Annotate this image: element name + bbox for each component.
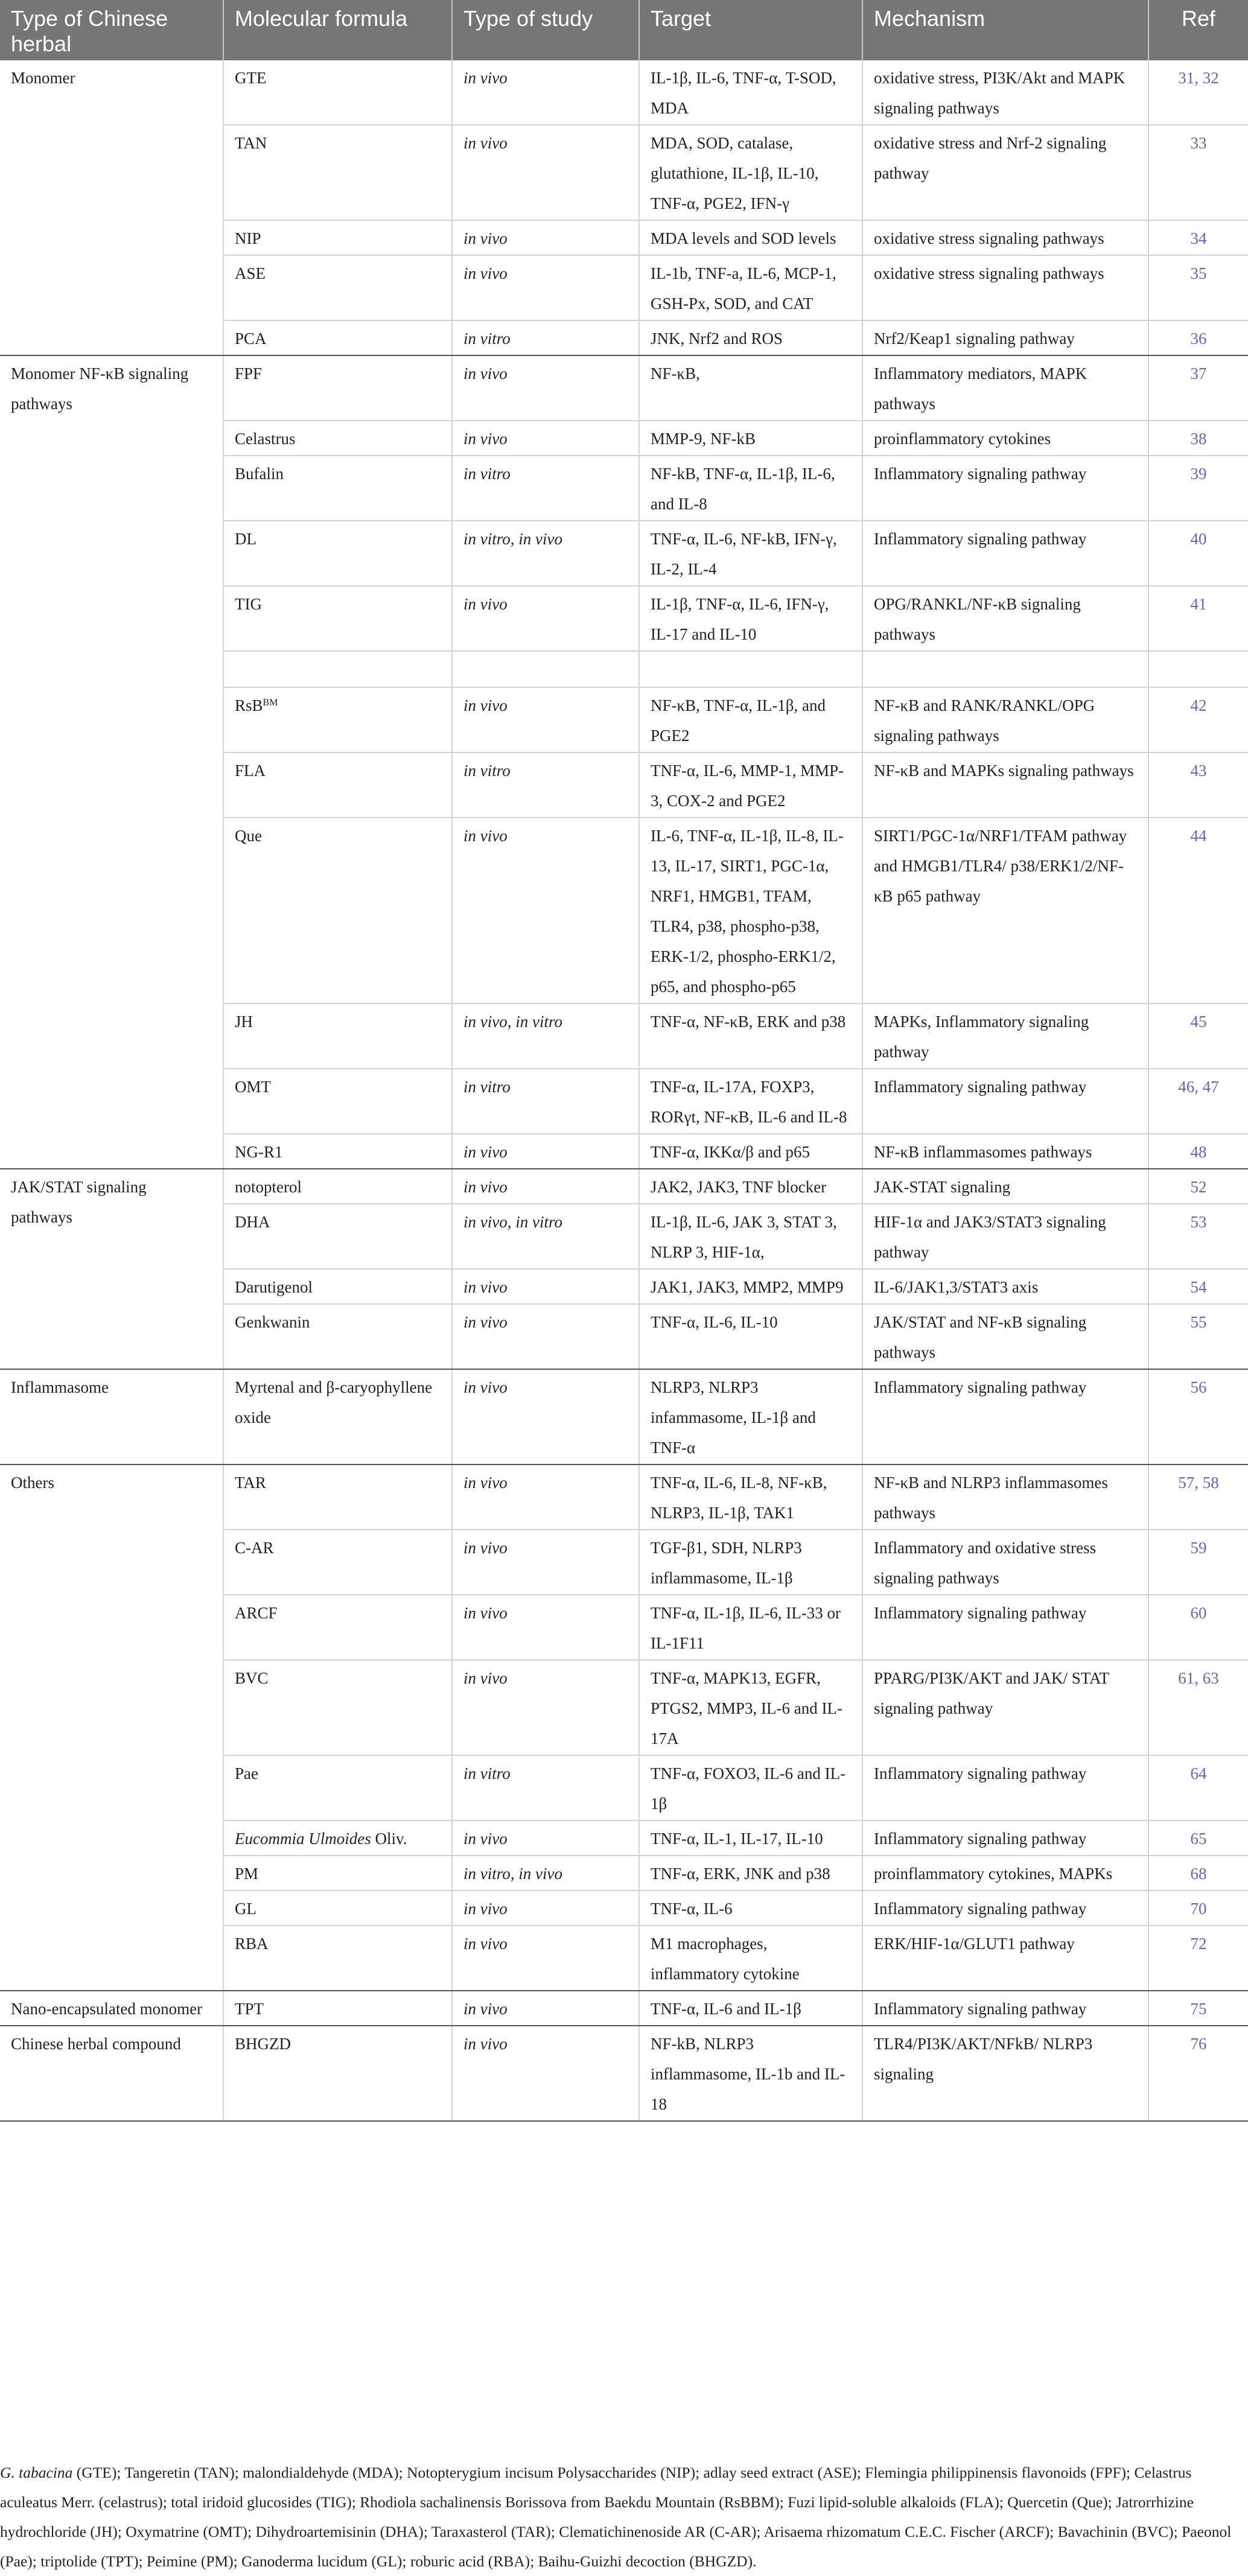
cell-target: TNF-α, IL-6, IL-8, NF-κB, NLRP3, IL-1β, TAK1 xyxy=(639,1465,862,1530)
cell-formula xyxy=(223,125,452,220)
cell-formula xyxy=(223,586,452,651)
cell-mechanism: NF-κB and MAPKs signaling pathways xyxy=(862,752,1148,818)
formula-text: BHGZD xyxy=(235,2035,291,2053)
cell-formula xyxy=(223,1465,452,1530)
cell-mechanism: MAPKs, Inflammatory signaling pathway xyxy=(862,1003,1148,1069)
cell-target: TNF-α, IL-6 and IL-1β xyxy=(639,1991,862,2026)
cell-mechanism: TLR4/PI3K/AKT/NFkB/ NLRP3 signaling xyxy=(862,2026,1148,2121)
cell-formula xyxy=(223,1069,452,1134)
cell-ref[interactable]: 40 xyxy=(1148,521,1248,586)
cell-herbal-type: Monomer xyxy=(0,60,223,355)
cell-target: NF-κB, xyxy=(639,355,862,421)
cell-ref[interactable]: 48 xyxy=(1148,1134,1248,1169)
cell-target: NF-kB, TNF-α, IL-1β, IL-6, and IL-8 xyxy=(639,456,862,521)
cell-ref[interactable]: 37 xyxy=(1148,355,1248,421)
cell-mechanism: NF-κB and RANK/RANKL/OPG signaling pathways xyxy=(862,687,1148,752)
formula-text: NIP xyxy=(235,229,261,247)
cell-target: TNF-α, IL-6, MMP-1, MMP-3, COX-2 and PGE2 xyxy=(639,752,862,818)
cell-ref[interactable]: 33 xyxy=(1148,125,1248,220)
cell-study-type: in vivo xyxy=(452,1134,639,1169)
cell-target: IL-6, TNF-α, IL-1β, IL-8, IL-13, IL-17, SIRT1, PGC-1α, NRF1, HMGB1, TFAM, TLR4, p38, phospho-p38, ERK-1/2, phospho-ERK1/2, p65, and phospho-p65 xyxy=(639,818,862,1003)
cell-study-type: in vitro, in vivo xyxy=(452,521,639,586)
cell-mechanism: Inflammatory signaling pathway xyxy=(862,1821,1148,1856)
cell-ref[interactable]: 43 xyxy=(1148,752,1248,818)
formula-text: DHA xyxy=(235,1213,270,1231)
cell-study-type: in vitro xyxy=(452,1755,639,1821)
cell-formula xyxy=(223,1134,452,1169)
cell-study-type: in vitro xyxy=(452,752,639,818)
cell-mechanism: oxidative stress, PI3K/Akt and MAPK signaling pathways xyxy=(862,60,1148,125)
cell-formula xyxy=(223,355,452,421)
cell-mechanism: HIF-1α and JAK3/STAT3 signaling pathway xyxy=(862,1204,1148,1269)
cell-ref[interactable]: 41 xyxy=(1148,586,1248,651)
cell-target: TNF-α, IL-1, IL-17, IL-10 xyxy=(639,1821,862,1856)
formula-text: Eucommia Ulmoides xyxy=(235,1830,371,1848)
cell-ref[interactable]: 72 xyxy=(1148,1926,1248,1991)
formula-text: PM xyxy=(235,1865,259,1883)
formula-text: Celastrus xyxy=(235,430,296,448)
formula-text: Bufalin xyxy=(235,465,284,483)
formula-text: NG-R1 xyxy=(235,1143,283,1161)
cell-formula xyxy=(223,521,452,586)
header-row xyxy=(0,0,1248,60)
table-row xyxy=(0,355,1248,421)
cell-study-type: in vivo xyxy=(452,220,639,255)
cell-formula xyxy=(223,1891,452,1926)
cell-study-type: in vivo xyxy=(452,1304,639,1369)
cell-target: TNF-α, IL-1β, IL-6, IL-33 or IL-1F11 xyxy=(639,1595,862,1660)
cell-ref[interactable]: 45 xyxy=(1148,1003,1248,1069)
table-row xyxy=(0,1465,1248,1530)
table-row xyxy=(0,1369,1248,1465)
cell-formula xyxy=(223,320,452,355)
cell-mechanism: Inflammatory signaling pathway xyxy=(862,1891,1148,1926)
cell-study-type: in vivo xyxy=(452,1530,639,1595)
table-row xyxy=(0,1169,1248,1204)
cell-ref[interactable]: 42 xyxy=(1148,687,1248,752)
header-mechanism: Mechanism xyxy=(862,0,1148,60)
cell-mechanism: Inflammatory signaling pathway xyxy=(862,456,1148,521)
formula-text: DL xyxy=(235,530,256,548)
cell-study-type: in vivo xyxy=(452,1269,639,1304)
cell-target: TNF-α, IKKα/β and p65 xyxy=(639,1134,862,1169)
cell-target: TNF-α, IL-17A, FOXP3, RORγt, NF-κB, IL-6 and IL-8 xyxy=(639,1069,862,1134)
cell-study-type: in vivo xyxy=(452,125,639,220)
cell-mechanism: JAK/STAT and NF-κB signaling pathways xyxy=(862,1304,1148,1369)
cell-mechanism: PPARG/PI3K/AKT and JAK/ STAT signaling pathway xyxy=(862,1660,1148,1755)
cell-target: TNF-α, NF-κB, ERK and p38 xyxy=(639,1003,862,1069)
cell-target: NF-κB, TNF-α, IL-1β, and PGE2 xyxy=(639,687,862,752)
cell-mechanism: Inflammatory signaling pathway xyxy=(862,1755,1148,1821)
cell-target: JAK1, JAK3, MMP2, MMP9 xyxy=(639,1269,862,1304)
cell-formula xyxy=(223,421,452,456)
cell-study-type: in vivo xyxy=(452,586,639,651)
cell-study-type: in vivo xyxy=(452,421,639,456)
cell-mechanism: Inflammatory signaling pathway xyxy=(862,1069,1148,1134)
cell-target: IL-1β, IL-6, TNF-α, T-SOD, MDA xyxy=(639,60,862,125)
formula-text: BVC xyxy=(235,1669,269,1687)
cell-mechanism: SIRT1/PGC-1α/NRF1/TFAM pathway and HMGB1/TLR4/ p38/ERK1/2/NF-κB p65 pathway xyxy=(862,818,1148,1003)
cell-mechanism: proinflammatory cytokines xyxy=(862,421,1148,456)
cell-study-type: in vitro, in vivo xyxy=(452,1856,639,1891)
cell-target: NLRP3, NLRP3 infammasome, IL-1β and TNF-α xyxy=(639,1369,862,1465)
formula-text: GL xyxy=(235,1900,256,1918)
cell-formula xyxy=(223,1595,452,1660)
cell-study-type: in vivo xyxy=(452,1369,639,1465)
formula-text: TAR xyxy=(235,1474,266,1492)
cell-study-type: in vivo xyxy=(452,1891,639,1926)
cell-study-type: in vivo xyxy=(452,1926,639,1991)
table-row xyxy=(0,1991,1248,2026)
cell-target: M1 macrophages, inflammatory cytokine xyxy=(639,1926,862,1991)
cell-formula xyxy=(223,1169,452,1204)
cell-target: TNF-α, FOXO3, IL-6 and IL-1β xyxy=(639,1755,862,1821)
footnote-text: (GTE); Tangeretin (TAN); malondialdehyde (MDA); Notopterygium incisum Polysaccharides (NIP); adlay seed extract (ASE); Flemingia philippinensis flavonoids (FPF); Celastrus aculeatus Merr. (celastrus); total iridoid glucosides (TIG); Rhodiola sachalinensis Borissova from Baekdu Mountain (RsBBM); Fuzi lipid-soluble alkaloids (FLA); Quercetin (Que); Jatrorrhizine hydrochloride (JH); Oxymatrine (OMT); Dihydroartemisinin (DHA); Taraxasterol (TAR); Clematichinenoside AR (C-AR); Arisaema rhizomatum C.E.C. Fischer (ARCF); Bavachinin (BVC); Paeonol (Pae); triptolide (TPT); Peimine (PM); Ganoderma lucidum (GL); roburic acid (RBA); Baihu-Guizhi decoction (BHGZD). xyxy=(0,2464,1232,2570)
cell-mechanism: Inflammatory signaling pathway xyxy=(862,1991,1148,2026)
cell-ref[interactable]: 53 xyxy=(1148,1204,1248,1269)
cell-formula xyxy=(223,1369,452,1465)
cell-formula xyxy=(223,60,452,125)
cell-formula xyxy=(223,1003,452,1069)
cell-ref[interactable]: 60 xyxy=(1148,1595,1248,1660)
cell-mechanism: NF-κB and NLRP3 inflammasomes pathways xyxy=(862,1465,1148,1530)
formula-text: PCA xyxy=(235,329,267,348)
cell-study-type: in vivo xyxy=(452,1660,639,1755)
formula-text: ARCF xyxy=(235,1604,278,1622)
cell-formula xyxy=(223,752,452,818)
cell-herbal-type: Inflammasome xyxy=(0,1369,223,1465)
cell-formula xyxy=(223,2026,452,2121)
cell-ref[interactable]: 34 xyxy=(1148,220,1248,255)
formula-text: Pae xyxy=(235,1764,258,1783)
table-body xyxy=(0,60,1248,2121)
cell-target: MDA, SOD, catalase, glutathione, IL-1β, IL-10, TNF-α, PGE2, IFN-γ xyxy=(639,125,862,220)
cell-formula xyxy=(223,255,452,320)
cell-ref[interactable]: 38 xyxy=(1148,421,1248,456)
cell-formula xyxy=(223,651,452,687)
cell-formula xyxy=(223,1821,452,1856)
cell-formula xyxy=(223,1204,452,1269)
formula-text: TPT xyxy=(235,2000,264,2018)
cell-ref[interactable]: 59 xyxy=(1148,1530,1248,1595)
cell-target: TNF-α, ERK, JNK and p38 xyxy=(639,1856,862,1891)
header-ref: Ref xyxy=(1148,0,1248,60)
cell-herbal-type: Others xyxy=(0,1465,223,1991)
cell-study-type: in vivo xyxy=(452,1595,639,1660)
cell-mechanism: Inflammatory signaling pathway xyxy=(862,1369,1148,1465)
formula-text: RsB xyxy=(235,696,263,714)
cell-ref[interactable]: 52 xyxy=(1148,1169,1248,1204)
cell-target: MDA levels and SOD levels xyxy=(639,220,862,255)
cell-study-type: in vitro xyxy=(452,320,639,355)
formula-text: notopterol xyxy=(235,1178,302,1196)
cell-mechanism: NF-κB inflammasomes pathways xyxy=(862,1134,1148,1169)
cell-study-type: in vitro xyxy=(452,1069,639,1134)
cell-target: TNF-α, IL-6, NF-kB, IFN-γ, IL-2, IL-4 xyxy=(639,521,862,586)
cell-mechanism: JAK-STAT signaling xyxy=(862,1169,1148,1204)
cell-herbal-type: Chinese herbal compound xyxy=(0,2026,223,2121)
footnote xyxy=(0,2458,1237,2576)
formula-text: Que xyxy=(235,827,262,845)
cell-target: TNF-α, MAPK13, EGFR, PTGS2, MMP3, IL-6 and IL-17A xyxy=(639,1660,862,1755)
cell-target: IL-1β, IL-6, JAK 3, STAT 3, NLRP 3, HIF-1α, xyxy=(639,1204,862,1269)
formula-superscript: BM xyxy=(263,698,278,708)
cell-target xyxy=(639,651,862,687)
formula-text: OMT xyxy=(235,1078,271,1096)
cell-mechanism: Inflammatory and oxidative stress signaling pathways xyxy=(862,1530,1148,1595)
cell-ref[interactable]: 57, 58 xyxy=(1148,1465,1248,1530)
cell-mechanism: IL-6/JAK1,3/STAT3 axis xyxy=(862,1269,1148,1304)
cell-ref[interactable]: 76 xyxy=(1148,2026,1248,2121)
cell-ref[interactable]: 35 xyxy=(1148,255,1248,320)
cell-mechanism: proinflammatory cytokines, MAPKs xyxy=(862,1856,1148,1891)
cell-ref[interactable]: 75 xyxy=(1148,1991,1248,2026)
cell-study-type: in vivo xyxy=(452,687,639,752)
cell-mechanism: oxidative stress and Nrf-2 signaling pathway xyxy=(862,125,1148,220)
cell-formula xyxy=(223,1269,452,1304)
cell-ref[interactable]: 64 xyxy=(1148,1755,1248,1821)
cell-ref[interactable]: 54 xyxy=(1148,1269,1248,1304)
cell-formula xyxy=(223,1530,452,1595)
table-row xyxy=(0,60,1248,125)
cell-ref[interactable]: 36 xyxy=(1148,320,1248,355)
cell-study-type: in vivo xyxy=(452,1991,639,2026)
cell-formula xyxy=(223,1926,452,1991)
cell-target: MMP-9, NF-kB xyxy=(639,421,862,456)
header-study: Type of study xyxy=(452,0,639,60)
formula-tail: Oliv. xyxy=(371,1830,407,1848)
cell-formula xyxy=(223,1755,452,1821)
cell-target: NF-kB, NLRP3 inflammasome, IL-1b and IL-18 xyxy=(639,2026,862,2121)
cell-ref[interactable]: 68 xyxy=(1148,1856,1248,1891)
cell-mechanism: oxidative stress signaling pathways xyxy=(862,255,1148,320)
cell-study-type: in vivo xyxy=(452,255,639,320)
formula-text: RBA xyxy=(235,1935,269,1953)
cell-herbal-type: JAK/STAT signaling pathways xyxy=(0,1169,223,1369)
cell-study-type: in vivo xyxy=(452,1465,639,1530)
formula-text: JH xyxy=(235,1013,253,1031)
cell-ref[interactable]: 44 xyxy=(1148,818,1248,1003)
formula-text: C-AR xyxy=(235,1539,274,1557)
cell-mechanism xyxy=(862,651,1148,687)
formula-text: Myrtenal and β-caryophyllene oxide xyxy=(235,1378,433,1426)
cell-ref[interactable]: 39 xyxy=(1148,456,1248,521)
formula-text: FPF xyxy=(235,364,263,383)
table-row xyxy=(0,2026,1248,2121)
cell-study-type: in vivo, in vitro xyxy=(452,1003,639,1069)
cell-study-type: in vivo xyxy=(452,355,639,421)
cell-mechanism: OPG/RANKL/NF-κB signaling pathways xyxy=(862,586,1148,651)
cell-mechanism: oxidative stress signaling pathways xyxy=(862,220,1148,255)
cell-study-type: in vivo xyxy=(452,1821,639,1856)
cell-study-type: in vivo, in vitro xyxy=(452,1204,639,1269)
cell-ref[interactable]: 56 xyxy=(1148,1369,1248,1465)
header-type: Type of Chinese herbal xyxy=(0,0,223,60)
cell-ref[interactable] xyxy=(1148,651,1248,687)
header-target: Target xyxy=(639,0,862,60)
header-formula: Molecular formula xyxy=(223,0,452,60)
cell-ref[interactable]: 31, 32 xyxy=(1148,60,1248,125)
cell-target: TNF-α, IL-6 xyxy=(639,1891,862,1926)
formula-text: Darutigenol xyxy=(235,1278,313,1296)
cell-ref[interactable]: 46, 47 xyxy=(1148,1069,1248,1134)
cell-target: JAK2, JAK3, TNF blocker xyxy=(639,1169,862,1204)
cell-mechanism: Nrf2/Keap1 signaling pathway xyxy=(862,320,1148,355)
cell-study-type: in vivo xyxy=(452,2026,639,2121)
cell-mechanism: Inflammatory signaling pathway xyxy=(862,1595,1148,1660)
formula-text: ASE xyxy=(235,264,266,282)
formula-text: Genkwanin xyxy=(235,1313,310,1331)
cell-target: IL-1b, TNF-a, IL-6, MCP-1, GSH-Px, SOD, and CAT xyxy=(639,255,862,320)
formula-text: FLA xyxy=(235,762,266,780)
cell-target: TNF-α, IL-6, IL-10 xyxy=(639,1304,862,1369)
cell-herbal-type: Nano-encapsulated monomer xyxy=(0,1991,223,2026)
cell-formula xyxy=(223,818,452,1003)
cell-ref[interactable]: 55 xyxy=(1148,1304,1248,1369)
cell-formula xyxy=(223,1304,452,1369)
cell-formula xyxy=(223,1991,452,2026)
formula-text: TAN xyxy=(235,134,267,152)
cell-study-type xyxy=(452,651,639,687)
cell-study-type: in vivo xyxy=(452,1169,639,1204)
cell-formula xyxy=(223,220,452,255)
footnote-lead: G. tabacina xyxy=(0,2464,73,2481)
cell-herbal-type: Monomer NF-κB signaling pathways xyxy=(0,355,223,1169)
cell-mechanism: Inflammatory signaling pathway xyxy=(862,521,1148,586)
cell-target: TGF-β1, SDH, NLRP3 inflammasome, IL-1β xyxy=(639,1530,862,1595)
cell-study-type: in vivo xyxy=(452,60,639,125)
cell-formula xyxy=(223,1660,452,1755)
formula-text: TIG xyxy=(235,595,262,613)
cell-target: JNK, Nrf2 and ROS xyxy=(639,320,862,355)
cell-mechanism: ERK/HIF-1α/GLUT1 pathway xyxy=(862,1926,1148,1991)
cell-formula xyxy=(223,687,452,752)
formula-text: GTE xyxy=(235,69,267,87)
cell-study-type: in vitro xyxy=(452,456,639,521)
cell-ref[interactable]: 61, 63 xyxy=(1148,1660,1248,1755)
cell-ref[interactable]: 70 xyxy=(1148,1891,1248,1926)
cell-mechanism: Inflammatory mediators, MAPK pathways xyxy=(862,355,1148,421)
cell-formula xyxy=(223,1856,452,1891)
cell-target: IL-1β, TNF-α, IL-6, IFN-γ, IL-17 and IL-10 xyxy=(639,586,862,651)
cell-ref[interactable]: 65 xyxy=(1148,1821,1248,1856)
cell-study-type: in vivo xyxy=(452,818,639,1003)
cell-formula xyxy=(223,456,452,521)
